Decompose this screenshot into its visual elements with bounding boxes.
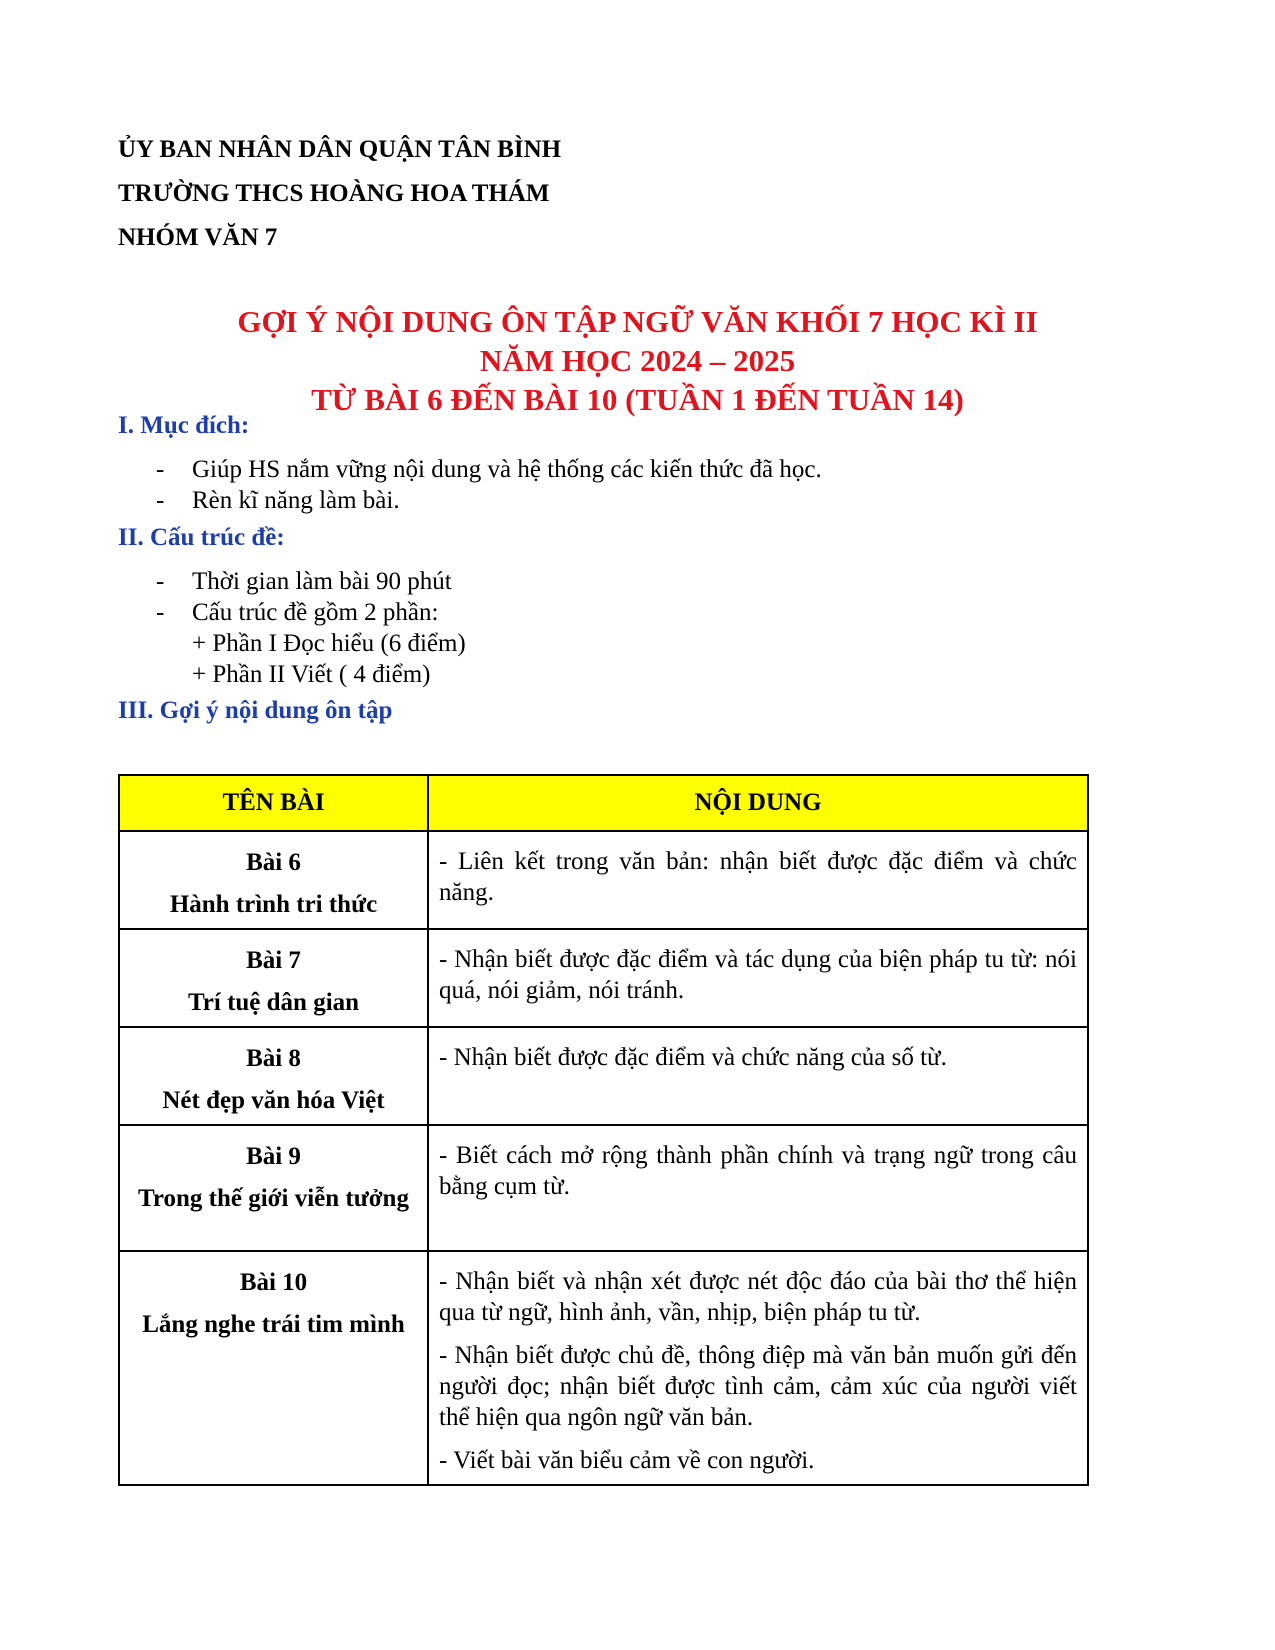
lesson-name: Lắng nghe trái tim mình — [142, 1311, 405, 1338]
list-item-text: Rèn kĩ năng làm bài. — [192, 487, 400, 514]
header-group: NHÓM VĂN 7 — [118, 224, 278, 251]
list-item — [156, 597, 466, 628]
dash-bullet: - — [156, 599, 165, 626]
section-heading-purpose: I. Mục đích: — [118, 412, 250, 439]
content-item: - Nhận biết được chủ đề, thông điệp mà văn bản muốn gửi đến người đọc; nhận biết được tình cảm, cảm xúc của người viết thể hiện qua ngôn ngữ văn bản. — [439, 1342, 1077, 1431]
lesson-cell — [119, 831, 428, 929]
lesson-number: Bài 9 — [246, 1143, 301, 1170]
dash-bullet: - — [156, 456, 165, 483]
document-title — [0, 302, 1275, 419]
sub-list-item: + Phần I Đọc hiểu (6 điểm) — [192, 630, 466, 657]
content-item: - Nhận biết được đặc điểm và chức năng của số từ. — [439, 1044, 947, 1071]
lesson-cell — [119, 1125, 428, 1251]
list-item-text: Thời gian làm bài 90 phút — [192, 568, 452, 595]
table-row — [119, 831, 1088, 929]
lesson-cell — [119, 1251, 428, 1485]
content-cell — [428, 1251, 1088, 1485]
content-cell — [428, 1125, 1088, 1251]
header-district: ỦY BAN NHÂN DÂN QUẬN TÂN BÌNH — [118, 136, 562, 163]
table-row — [119, 1027, 1088, 1125]
column-header-content: NỘI DUNG — [428, 775, 1088, 831]
lesson-name: Trong thế giới viễn tưởng — [138, 1185, 409, 1212]
content-item: - Liên kết trong văn bản: nhận biết được đặc điểm và chức năng. — [439, 848, 1077, 906]
review-table — [118, 774, 1089, 1486]
structure-list — [156, 566, 466, 690]
dash-bullet: - — [156, 487, 165, 514]
purpose-list — [156, 454, 822, 516]
content-cell — [428, 929, 1088, 1027]
content-item: - Nhận biết và nhận xét được nét độc đáo của bài thơ thể hiện qua từ ngữ, hình ảnh, vần, nhịp, biện pháp tu từ. — [439, 1268, 1077, 1326]
lesson-cell — [119, 929, 428, 1027]
table-header-row — [119, 775, 1088, 831]
list-item — [156, 485, 822, 516]
list-item — [156, 454, 822, 485]
content-item: - Biết cách mở rộng thành phần chính và trạng ngữ trong câu bằng cụm từ. — [439, 1142, 1077, 1200]
lesson-name: Hành trình tri thức — [169, 891, 378, 918]
lesson-cell — [119, 1027, 428, 1125]
lesson-number: Bài 7 — [246, 947, 301, 974]
list-item — [156, 566, 466, 597]
title-line-3: TỪ BÀI 6 ĐẾN BÀI 10 (TUẦN 1 ĐẾN TUẦN 14) — [311, 382, 964, 417]
header-school: TRƯỜNG THCS HOÀNG HOA THÁM — [118, 180, 550, 207]
lesson-name: Nét đẹp văn hóa Việt — [162, 1087, 385, 1114]
section-heading-structure: II. Cấu trúc đề: — [118, 524, 285, 551]
table-row — [119, 929, 1088, 1027]
lesson-number: Bài 10 — [239, 1269, 308, 1296]
table-row — [119, 1125, 1088, 1251]
lesson-number: Bài 8 — [246, 1045, 301, 1072]
list-item-text: Giúp HS nắm vững nội dung và hệ thống các kiến thức đã học. — [192, 456, 822, 483]
list-item-text: Cấu trúc đề gồm 2 phần: — [192, 599, 439, 626]
document-header — [118, 128, 561, 260]
content-item: - Viết bài văn biểu cảm về con người. — [439, 1447, 815, 1474]
title-line-2: NĂM HỌC 2024 – 2025 — [479, 343, 796, 378]
content-item: - Nhận biết được đặc điểm và tác dụng của biện pháp tu từ: nói quá, nói giảm, nói tránh. — [439, 946, 1077, 1004]
column-header-lesson: TÊN BÀI — [119, 775, 428, 831]
section-heading-review: III. Gợi ý nội dung ôn tập — [118, 697, 393, 724]
lesson-name: Trí tuệ dân gian — [187, 989, 360, 1016]
content-cell — [428, 831, 1088, 929]
title-line-1: GỢI Ý NỘI DUNG ÔN TẬP NGỮ VĂN KHỐI 7 HỌC KÌ II — [237, 304, 1038, 339]
table-row — [119, 1251, 1088, 1485]
sub-list-item: + Phần II Viết ( 4 điểm) — [192, 661, 431, 688]
dash-bullet: - — [156, 568, 165, 595]
lesson-number: Bài 6 — [246, 849, 301, 876]
content-cell — [428, 1027, 1088, 1125]
